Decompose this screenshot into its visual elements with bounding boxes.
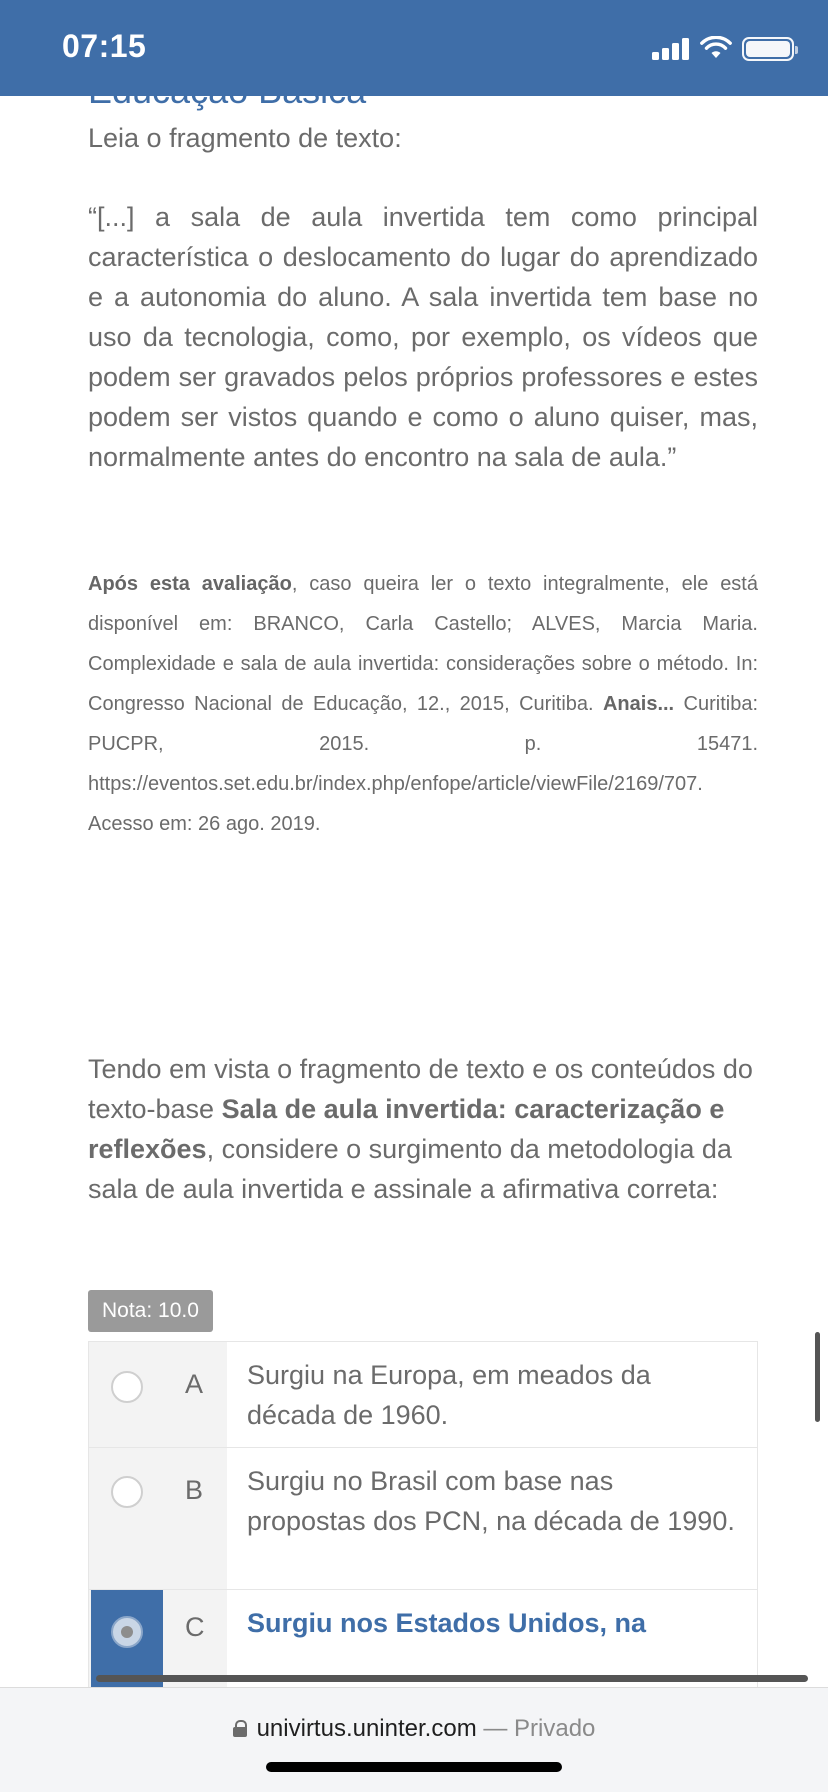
quote-fragment: “[...] a sala de aula invertida tem como principal característica o deslocamento do lugar do aprendizado e a autonomia do aluno. A sala invertida tem base no uso da tecnologia, como, por exemplo, os vídeos que podem ser gravados pelos próprios professores e estes podem ser vistos quando e como o aluno quiser, mas, normalmente antes do encontro na sala de aula.” xyxy=(88,202,758,472)
option-a-selector[interactable] xyxy=(89,1342,227,1447)
cellular-signal-icon xyxy=(652,38,690,60)
source-text-part1: , caso queira ler o texto integralmente, ele está disponível em: BRANCO, Carla Castello; ALVES, Marcia Maria. Complexidade e sala de aula invertida: considerações sobre o método. In: Congresso Nacional de Educação, 12., 2015, Curitiba. xyxy=(88,573,758,715)
option-letter: A xyxy=(185,1369,204,1399)
option-text[interactable]: Surgiu na Europa, em meados da década de 1960. xyxy=(247,1360,651,1430)
wifi-icon xyxy=(700,36,732,60)
battery-icon xyxy=(742,37,794,61)
home-indicator[interactable] xyxy=(266,1762,562,1772)
browser-address-bar[interactable] xyxy=(0,1687,828,1792)
option-b[interactable] xyxy=(88,1448,758,1590)
option-text[interactable]: Surgiu nos Estados Unidos, na xyxy=(247,1608,647,1638)
url-row[interactable] xyxy=(0,1715,828,1743)
vertical-scrollbar[interactable] xyxy=(815,1332,820,1422)
option-a[interactable] xyxy=(88,1341,758,1448)
url-separator: — xyxy=(476,1715,515,1742)
status-bar xyxy=(0,0,828,96)
source-bold-anais: Anais... xyxy=(602,693,675,715)
private-mode-label: Privado xyxy=(514,1715,596,1742)
horizontal-scrollbar[interactable] xyxy=(96,1675,808,1682)
option-letter: B xyxy=(185,1475,204,1505)
radio-icon[interactable] xyxy=(111,1476,143,1508)
question-part2: , considere o surgimento da metodologia da sala de aula invertida e assinale a afirmativa correta: xyxy=(88,1134,732,1204)
intro-text: Leia o fragmento de texto: xyxy=(88,123,402,153)
question-text xyxy=(88,1049,758,1209)
option-letter: C xyxy=(185,1612,205,1642)
lock-icon xyxy=(233,1720,247,1737)
source-bold-lead: Após esta avaliação xyxy=(88,573,292,595)
answer-options xyxy=(88,1341,758,1690)
source-citation xyxy=(88,564,758,844)
grade-badge: Nota: 10.0 xyxy=(88,1290,213,1332)
status-time: 07:15 xyxy=(62,28,147,64)
question-part1: Tendo em vista o fragmento de texto e os conteúdos do texto-base xyxy=(88,1054,753,1124)
question-bold: Sala de aula invertida: caracterização e reflexões xyxy=(88,1094,725,1164)
option-b-selector[interactable] xyxy=(89,1448,227,1589)
url-text[interactable]: univirtus.uninter.com xyxy=(256,1715,477,1742)
source-text-part2: Curitiba: PUCPR, 2015. p. 15471. https://eventos.set.edu.br/index.php/enfope/article/viewFile/2169/707. Acesso em: 26 ago. 2019. xyxy=(88,693,758,835)
radio-icon[interactable] xyxy=(111,1371,143,1403)
radio-icon[interactable] xyxy=(111,1616,143,1648)
option-text[interactable]: Surgiu no Brasil com base nas propostas dos PCN, na década de 1990. xyxy=(247,1466,735,1536)
